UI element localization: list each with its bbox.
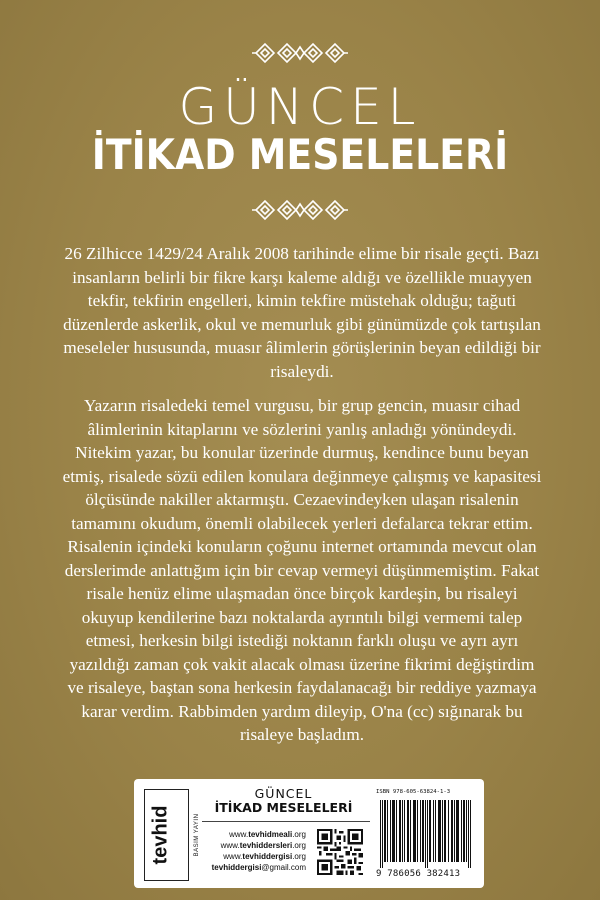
title-line-1: GÜNCEL	[178, 78, 422, 136]
qr-code-icon	[317, 829, 363, 875]
barcode-icon	[376, 800, 476, 868]
panel-divider	[202, 821, 370, 822]
back-info-panel	[134, 779, 484, 888]
panel-book-title	[196, 787, 371, 815]
paragraph-1: 26 Zilhicce 1429/24 Aralık 2008 tarihinde elime bir risale geçti. Bazı insanların belirli bir fikre karşı kaleme aldığı ve özellikle muayyen tekfir, tekfirin engelleri, kimin tekfire müstehak olduğu; tağuti düzenlerde askerlik, okul ve memurluk gibi günümüzde çok tartışılan meseleler hususunda, muasır âlimlerin görüşlerinin beyan edildiği bir risaleydi.	[63, 244, 541, 381]
publisher-logo-text: tevhid	[149, 805, 172, 865]
back-cover-text	[60, 242, 544, 758]
publisher-logo-subtitle: BASIM YAYIN	[193, 813, 200, 857]
publisher-logo	[144, 789, 200, 881]
paragraph-2: Yazarın risaledeki temel vurgusu, bir grup gencin, muasır cihad âlimlerinin kitaplarını ve sözlerini yanlış anladığı yönündeydi. Nitekim yazar, bu konular üzerinde durmuş, kendince bunu beyan etmiş, risalede sözü edilen konulara değinmeye çalışmış ve kapasitesi ölçüsünde nakiller aktarmıştı. Cezaevindeyken ulaşan risalenin tamamını okudum, önemli olabilecek yerleri defalarca tekrar ettim. Risalenin içindeki konuların çoğunu internet ortamında mevcut olan derslerimde anlattığım için bir cevap vermeyi düşünmemiştim. Fakat risale henüz elime ulaşmadan önce birçok kardeşin, bu risaleyi okuyup kendilerine bazı noktalarda ayrıntılı bilgi vermemi talep etmesi, herkesin bilgi istediği noktanın farklı oluşu ve ayrı ayrı yazıldığı zaman çok vakit alacak olması üzerine fikrimi değiştirdim ve risaleye, baştan sona herkesin faydalanacağı bir reddiye yazmaya karar verdim. Rabbimden yardım dileyip, O'na (cc) sığınarak bu risaleye başladım.	[62, 396, 542, 744]
link-item[interactable]: www.tevhidmeali.org	[229, 830, 306, 839]
title-line-2: İTİKAD MESELELERİ	[91, 130, 509, 179]
top-ornament-icon	[252, 40, 348, 66]
email-item[interactable]: tevhiddergisi@gmail.com	[211, 863, 306, 872]
panel-title-line-2: İTİKAD MESELELERİ	[214, 800, 353, 815]
link-item[interactable]: www.tevhiddergisi.org	[223, 852, 306, 861]
bottom-ornament-icon	[252, 197, 348, 223]
link-item[interactable]: www.tevhiddersleri.org	[220, 841, 306, 850]
website-links	[196, 829, 306, 873]
isbn-text: ISBN 978-605-63824-1-3	[376, 789, 451, 795]
barcode-number: 9 786056 382413	[376, 869, 461, 879]
barcode-area	[376, 789, 476, 881]
panel-title-line-1: GÜNCEL	[254, 786, 313, 801]
